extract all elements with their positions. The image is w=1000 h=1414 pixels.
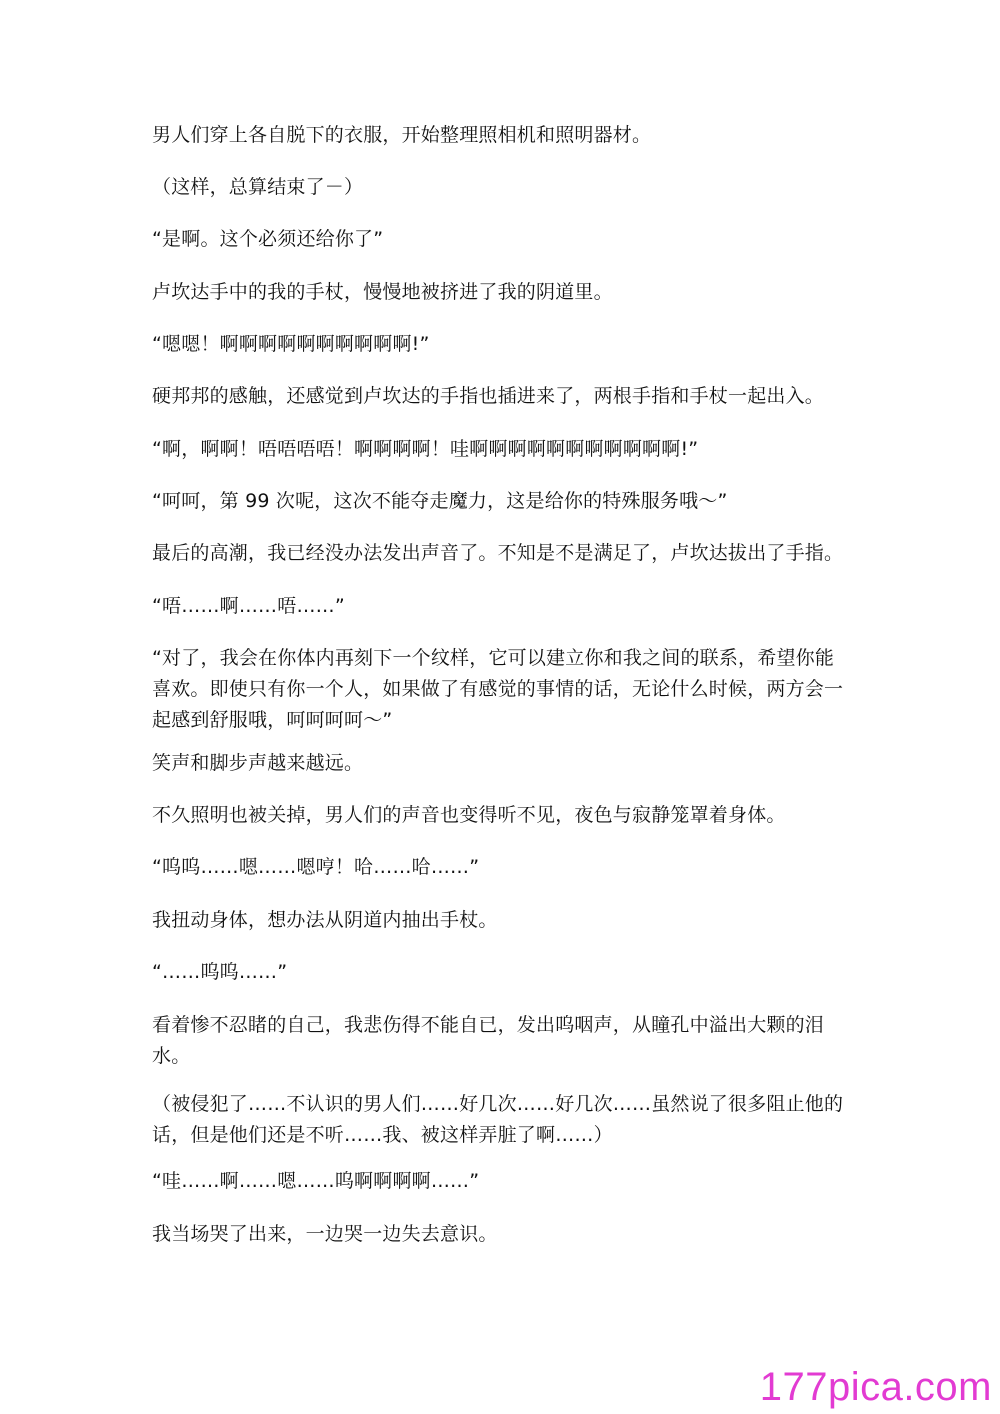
paragraph: 我当场哭了出来，一边哭一边失去意识。 bbox=[152, 1223, 498, 1245]
paragraph: “呜呜……嗯……嗯哼！哈……哈……” bbox=[152, 856, 480, 878]
paragraph: （这样，总算结束了－） bbox=[152, 176, 364, 198]
paragraph: 笑声和脚步声越来越远。 bbox=[152, 752, 364, 774]
paragraph: 看着惨不忍睹的自己，我悲伤得不能自已，发出呜咽声，从瞳孔中溢出大颗的泪水。 bbox=[152, 1014, 825, 1067]
paragraph: 卢坎达手中的我的手杖，慢慢地被挤进了我的阴道里。 bbox=[152, 281, 613, 303]
paragraph: “嗯嗯！啊啊啊啊啊啊啊啊啊啊!” bbox=[152, 333, 430, 355]
paragraph: 不久照明也被关掉，男人们的声音也变得听不见，夜色与寂静笼罩着身体。 bbox=[152, 804, 786, 826]
paragraph: 我扭动身体，想办法从阴道内抽出手杖。 bbox=[152, 909, 498, 931]
watermark-text: 177pica.com bbox=[759, 1365, 992, 1409]
paragraph: “呵呵，第 99 次呢，这次不能夺走魔力，这是给你的特殊服务哦～” bbox=[152, 490, 728, 512]
paragraph: “哇……啊……嗯……呜啊啊啊啊……” bbox=[152, 1170, 480, 1192]
paragraph: “唔……啊……唔……” bbox=[152, 595, 345, 617]
paragraph: “啊，啊啊！唔唔唔唔！啊啊啊啊！哇啊啊啊啊啊啊啊啊啊啊啊!” bbox=[152, 438, 699, 460]
paragraph: 硬邦邦的感触，还感觉到卢坎达的手指也插进来了，两根手指和手杖一起出入。 bbox=[152, 385, 825, 407]
paragraph: “对了，我会在你体内再刻下一个纹样，它可以建立你和我之间的联系，希望你能喜欢。即使只有你一个人，如果做了有感觉的事情的话，无论什么时候，两方会一起感到舒服哦，呵呵呵呵～” bbox=[152, 647, 844, 731]
paragraph: “……呜呜……” bbox=[152, 961, 288, 983]
paragraph: “是啊。这个必须还给你了” bbox=[152, 228, 384, 250]
paragraph: 最后的高潮，我已经没办法发出声音了。不知是不是满足了，卢坎达拔出了手指。 bbox=[152, 542, 844, 564]
paragraph: （被侵犯了……不认识的男人们……好几次……好几次……虽然说了很多阻止他的话，但是他们还是不听……我、被这样弄脏了啊……） bbox=[152, 1093, 844, 1146]
paragraph: 男人们穿上各自脱下的衣服，开始整理照相机和照明器材。 bbox=[152, 124, 652, 146]
